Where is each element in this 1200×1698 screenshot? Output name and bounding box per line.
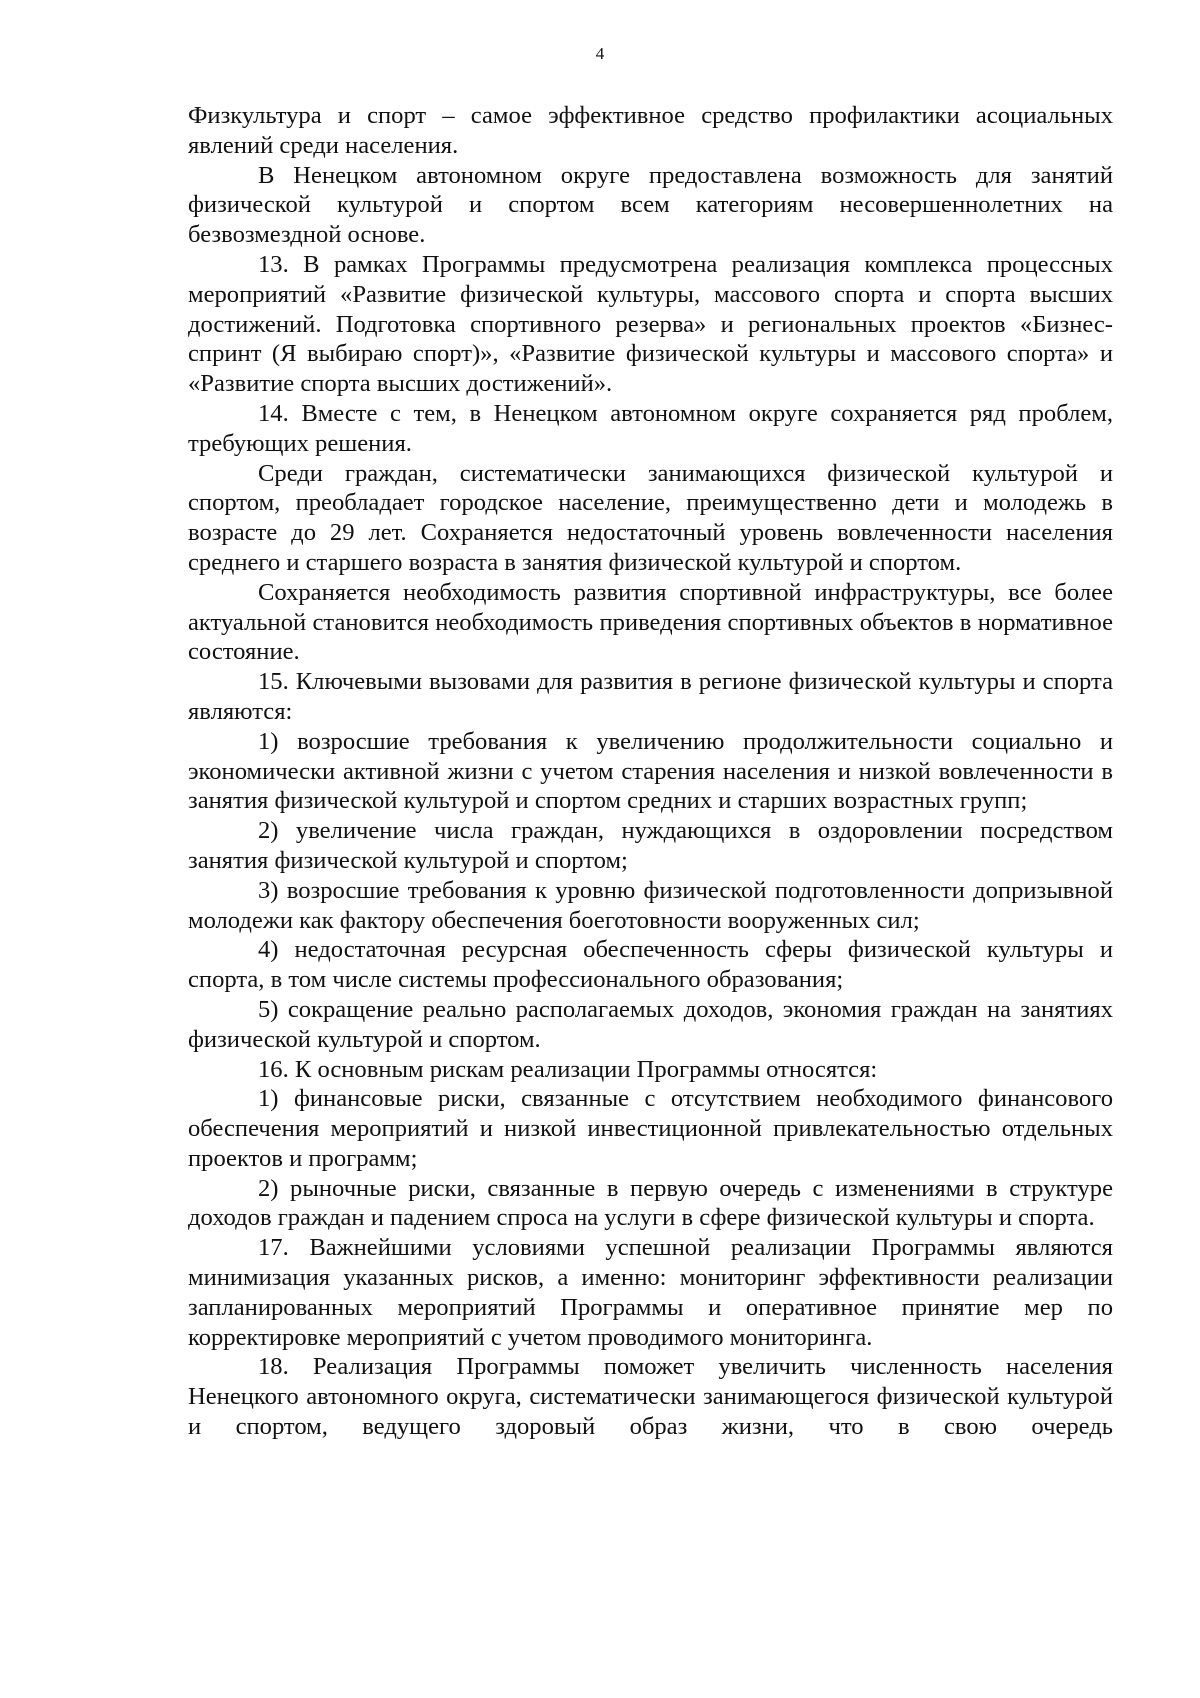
- list-item: 1) финансовые риски, связанные с отсутствием необходимого финансового обеспечения мероприятий и низкой инвестиционной привлекательностью отдельных проектов и программ;: [188, 1085, 1113, 1172]
- list-item: 1) возросшие требования к увеличению продолжительности социально и экономически активной жизни с учетом старения населения и низкой вовлеченности в занятия физической культурой и спортом средних и старших возрастных групп;: [188, 727, 1113, 815]
- list-item: 3) возросшие требования к уровню физической подготовленности допризывной молодежи как фактору обеспечения боеготовности вооруженных сил;: [188, 876, 1113, 934]
- page-number: 4: [595, 44, 605, 63]
- document-body: [188, 101, 1113, 1442]
- paragraph: Сохраняется необходимость развития спортивной инфраструктуры, все более актуальной становится необходимость приведения спортивных объектов в нормативное состояние.: [188, 578, 1113, 666]
- paragraph: Физкультура и спорт – самое эффективное средство профилактики асоциальных явлений среди населения.: [188, 102, 1113, 159]
- paragraph: 17. Важнейшими условиями успешной реализации Программы являются минимизация указанных рисков, а именно: мониторинг эффективности реализации запланированных мероприятий Программы и оперативное принятие мер по корректировке мероприятий с учетом проводимого мониторинга.: [188, 1234, 1113, 1351]
- list-item: 5) сокращение реально располагаемых доходов, экономия граждан на занятиях физической культурой и спортом.: [188, 995, 1113, 1053]
- paragraph: 16. К основным рискам реализации Программы относятся:: [258, 1055, 878, 1083]
- paragraph: 13. В рамках Программы предусмотрена реализация комплекса процессных мероприятий «Развитие физической культуры, массового спорта и спорта высших достижений. Подготовка спортивного резерва» и региональных проектов «Бизнес-спринт (Я выбираю спорт)», «Развитие физической культуры и массового спорта» и «Развитие спорта высших достижений».: [188, 250, 1113, 398]
- list-item: 4) недостаточная ресурсная обеспеченность сферы физической культуры и спорта, в том числе системы профессионального образования;: [188, 936, 1113, 994]
- paragraph: Среди граждан, систематически занимающихся физической культурой и спортом, преобладает городское население, преимущественно дети и молодежь в возрасте до 29 лет. Сохраняется недостаточный уровень вовлеченности населения среднего и старшего возраста в занятия физической культурой и спортом.: [188, 459, 1113, 576]
- list-item: 2) увеличение числа граждан, нуждающихся в оздоровлении посредством занятия физической культурой и спортом;: [188, 817, 1113, 874]
- paragraph: 15. Ключевыми вызовами для развития в регионе физической культуры и спорта являются:: [188, 668, 1113, 725]
- paragraph: В Ненецком автономном округе предоставлена возможность для занятий физической культурой и спортом всем категориям несовершеннолетних на безвозмездной основе.: [188, 161, 1113, 249]
- list-item: 2) рыночные риски, связанные в первую очередь с изменениями в структуре доходов граждан и падением спроса на услуги в сфере физической культуры и спорта.: [188, 1174, 1113, 1232]
- paragraph: 14. Вместе с тем, в Ненецком автономном округе сохраняется ряд проблем, требующих решения.: [188, 399, 1113, 457]
- paragraph: 18. Реализация Программы поможет увеличить численность населения Ненецкого автономного округа, систематически занимающегося физической культурой и спортом, ведущего здоровый образ жизни, что в свою очередь: [188, 1353, 1113, 1441]
